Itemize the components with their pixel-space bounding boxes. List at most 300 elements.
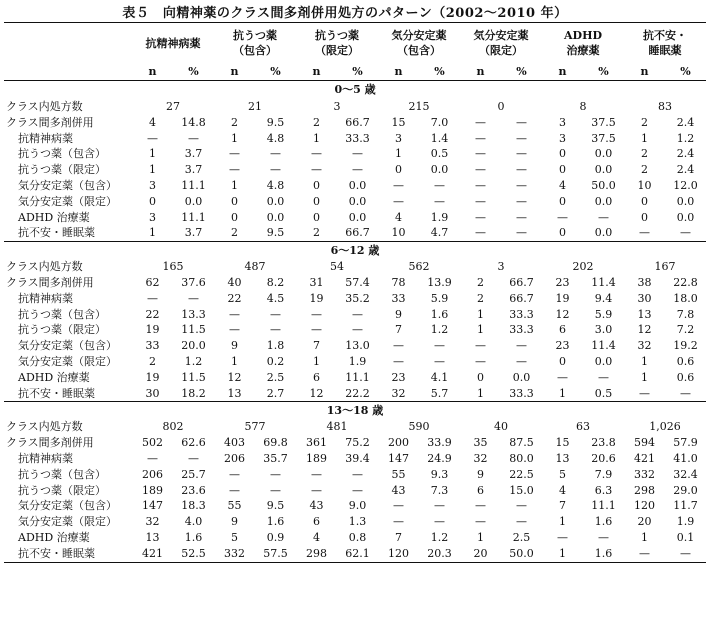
n-cell: — (475, 515, 486, 529)
n-cell: 1 (641, 530, 649, 544)
pct-cell: 3.0 (594, 323, 613, 337)
pct-cell: 11.1 (591, 499, 616, 513)
pct-cell: 0.0 (594, 194, 613, 208)
pct-cell: 0.0 (594, 354, 613, 368)
n-cell: 1 (313, 354, 320, 368)
pct-cell: 7.8 (676, 307, 695, 321)
n-cell: 2 (641, 115, 649, 129)
n-cell: — (460, 225, 501, 241)
pct-cell: — (516, 115, 527, 129)
pct-cell: 1.2 (430, 530, 449, 544)
n-cell: 361 (306, 436, 327, 450)
pct-cell: 39.4 (345, 451, 370, 465)
n-cell: 22 (145, 307, 160, 321)
n-cell: — (147, 291, 158, 305)
n-cell: 19 (145, 323, 160, 337)
pct-cell: 2.4 (676, 147, 695, 161)
class-total-value: 54 (330, 260, 344, 274)
n-cell: 32 (637, 339, 652, 353)
row-label-header-blank (4, 63, 132, 81)
group-header (542, 23, 624, 64)
n-cell: 421 (132, 546, 173, 562)
row-label: 抗精神病薬 (18, 291, 73, 305)
pct-cell: 35.2 (345, 291, 370, 305)
pct-cell: 2.7 (255, 386, 296, 402)
n-cell: — (475, 131, 486, 145)
pct-cell: — (501, 225, 542, 241)
class-total-row (4, 259, 706, 275)
pct-cell: 2.4 (676, 115, 695, 129)
pct-cell: — (598, 530, 609, 544)
pct-cell: 20.0 (181, 339, 206, 353)
group-header-line1: ADHD (564, 29, 603, 42)
pct-cell: 18.3 (181, 499, 206, 513)
pct-cell: 15.0 (509, 483, 534, 497)
n-cell: 0 (559, 194, 566, 208)
pct-cell: — (516, 210, 527, 224)
n-cell: 6 (313, 370, 320, 384)
n-cell: 13 (637, 307, 652, 321)
n-cell: 12 (227, 370, 242, 384)
pct-cell: 3.7 (184, 147, 203, 161)
pct-cell: 18.0 (673, 291, 698, 305)
group-header (378, 23, 460, 64)
class-total-value: 83 (658, 100, 673, 113)
pct-cell: 22.8 (673, 275, 698, 289)
n-cell: 3 (559, 131, 566, 145)
pct-cell: — (188, 451, 199, 465)
n-cell: 4 (559, 178, 566, 192)
pct-cell: 13.3 (181, 307, 206, 321)
n-cell: — (393, 499, 404, 513)
row-label: 抗不安・睡眠薬 (4, 546, 132, 562)
pct-cell: 50.0 (591, 178, 616, 192)
n-cell: — (311, 147, 322, 161)
n-cell: 1 (641, 354, 649, 368)
pct-cell: — (270, 163, 281, 177)
n-cell: — (557, 530, 568, 544)
pct-cell: 0.6 (676, 354, 695, 368)
n-cell: 2 (313, 115, 320, 129)
n-cell: 20 (637, 515, 652, 529)
n-cell: 23 (391, 370, 406, 384)
n-cell: 30 (132, 386, 173, 402)
n-cell: 332 (214, 546, 255, 562)
table-row (4, 435, 706, 451)
prescription-pattern-table (4, 22, 706, 563)
pct-cell: 9.5 (266, 115, 285, 129)
pct-cell: 0.0 (348, 210, 367, 224)
pct-cell: 0.0 (348, 194, 367, 208)
pct-header: % (419, 63, 460, 81)
n-cell: — (393, 515, 404, 529)
n-cell: — (393, 354, 404, 368)
class-total-value: 487 (244, 260, 266, 274)
n-cell: 12 (637, 323, 652, 337)
table-row (4, 530, 706, 546)
row-label: クラス間多剤併用 (6, 115, 94, 129)
n-cell: — (475, 210, 486, 224)
n-cell: 19 (145, 370, 160, 384)
class-total-value: 202 (572, 260, 594, 274)
n-cell: — (475, 115, 486, 129)
pct-cell: 41.0 (673, 451, 698, 465)
n-cell: 1 (641, 370, 649, 384)
pct-cell: 23.6 (181, 483, 206, 497)
n-cell: 0 (559, 163, 566, 177)
pct-cell: 0.2 (266, 354, 285, 368)
n-cell: — (229, 467, 240, 481)
pct-cell: 5.9 (594, 307, 613, 321)
class-total-value: 1,026 (649, 420, 681, 434)
pct-header: % (255, 63, 296, 81)
group-header-line1: 抗精神病薬 (145, 36, 201, 50)
pct-cell: 0.0 (583, 225, 624, 241)
pct-cell: 9.4 (594, 291, 613, 305)
pct-cell: 33.3 (509, 323, 534, 337)
pct-cell: — (352, 147, 363, 161)
n-cell: 0 (542, 225, 583, 241)
n-cell: 189 (306, 451, 327, 465)
n-cell: 2 (149, 354, 156, 368)
pct-cell: 1.9 (430, 210, 449, 224)
n-cell: 10 (637, 178, 652, 192)
pct-cell: 0.0 (512, 370, 531, 384)
n-cell: 1 (542, 386, 583, 402)
pct-cell: 9.0 (348, 499, 367, 513)
row-label: 抗うつ薬（限定） (18, 323, 106, 337)
pct-cell: 0.8 (348, 530, 367, 544)
pct-cell: 57.4 (345, 275, 370, 289)
table-title: 表５ 向精神薬のクラス間多剤併用処方のパターン（2002〜2010 年） (122, 6, 568, 21)
pct-cell: 66.7 (337, 225, 378, 241)
class-total-row (4, 99, 706, 115)
class-total-value: 481 (326, 420, 348, 434)
table-body (4, 81, 706, 563)
n-cell: 3 (395, 131, 402, 145)
n-cell: 421 (634, 451, 656, 465)
n-cell: — (229, 147, 240, 161)
pct-header: % (173, 63, 214, 81)
n-cell: — (557, 370, 568, 384)
pct-cell: 33.3 (509, 307, 534, 321)
pct-cell: 0.0 (266, 194, 285, 208)
pct-cell: 1.6 (430, 307, 449, 321)
table-row (4, 131, 706, 147)
table-row (4, 386, 706, 402)
n-cell: — (475, 499, 486, 513)
n-cell: — (475, 147, 486, 161)
table-row (4, 225, 706, 241)
pct-cell: 50.0 (501, 546, 542, 562)
age-section-heading-row (4, 242, 706, 260)
pct-cell: 7.3 (430, 483, 449, 497)
n-cell: 594 (634, 436, 656, 450)
pct-header: % (501, 63, 542, 81)
group-header (132, 23, 214, 64)
n-cell: 2 (231, 115, 238, 129)
pct-cell: 3.7 (173, 225, 214, 241)
group-header-line1: 抗うつ薬 (315, 29, 359, 42)
pct-cell: — (516, 515, 527, 529)
n-cell: 19 (555, 291, 570, 305)
table-row (4, 354, 706, 370)
n-cell: 7 (395, 530, 402, 544)
n-cell: 403 (224, 436, 245, 450)
pct-header: % (583, 63, 624, 81)
n-cell: 30 (637, 291, 652, 305)
pct-cell: 5.9 (430, 291, 449, 305)
class-total-value: 562 (408, 260, 430, 274)
n-cell: 1 (395, 147, 402, 161)
row-label: 気分安定薬（包含） (18, 178, 117, 192)
n-cell: — (311, 307, 322, 321)
n-cell: 0 (231, 194, 238, 208)
pct-cell: 0.0 (348, 178, 367, 192)
pct-cell: 2.5 (512, 530, 531, 544)
n-cell: — (475, 194, 486, 208)
n-cell: 5 (559, 467, 566, 481)
n-cell: 43 (391, 483, 406, 497)
pct-cell: 7.9 (594, 467, 613, 481)
pct-cell: 20.3 (419, 546, 460, 562)
n-cell: — (311, 163, 322, 177)
pct-cell: — (270, 467, 281, 481)
n-cell: 5 (231, 530, 238, 544)
group-header-line2: 睡眠薬 (648, 44, 682, 57)
pct-cell: — (598, 370, 609, 384)
pct-cell: 0.0 (184, 194, 203, 208)
pct-cell: 1.9 (348, 354, 367, 368)
n-cell: 1 (460, 386, 501, 402)
n-cell: 32 (473, 451, 488, 465)
n-header: n (378, 63, 419, 81)
n-cell: — (557, 210, 568, 224)
n-cell: 0 (395, 163, 402, 177)
n-cell: 502 (142, 436, 163, 450)
n-cell: 120 (634, 499, 656, 513)
class-total-value: 8 (579, 100, 587, 113)
row-label: クラス間多剤併用 (6, 275, 94, 289)
table-row (4, 194, 706, 210)
table-row (4, 275, 706, 291)
n-cell: 15 (391, 115, 406, 129)
n-cell: 20 (460, 546, 501, 562)
n-cell: 4 (395, 210, 402, 224)
n-cell: 0 (559, 354, 566, 368)
n-cell: 147 (388, 451, 409, 465)
pct-cell: 3.7 (184, 163, 203, 177)
n-cell: 4 (149, 115, 156, 129)
pct-cell: 23.8 (591, 436, 616, 450)
pct-header: % (665, 63, 706, 81)
table-row (4, 483, 706, 499)
n-cell: 0 (559, 147, 566, 161)
n-cell: 2 (477, 291, 484, 305)
pct-cell: 9.5 (255, 225, 296, 241)
pct-cell: 7.0 (430, 115, 449, 129)
pct-cell: 1.6 (266, 515, 285, 529)
n-cell: 1 (477, 323, 484, 337)
row-label: 抗精神病薬 (18, 451, 73, 465)
n-cell: 1 (231, 354, 238, 368)
n-cell: 10 (378, 225, 419, 241)
table-row (4, 514, 706, 530)
class-total-value: 215 (408, 100, 430, 113)
n-cell: 1 (313, 131, 320, 145)
n-cell: 7 (313, 339, 320, 353)
n-cell: 40 (227, 275, 242, 289)
pct-cell: 0.0 (266, 210, 285, 224)
pct-header: % (337, 63, 378, 81)
n-cell: — (475, 178, 486, 192)
pct-cell: 0.5 (430, 147, 449, 161)
group-header (296, 23, 378, 64)
group-header-line1: 気分安定薬 (391, 29, 447, 42)
n-cell: 7 (395, 323, 402, 337)
pct-cell: 37.5 (591, 115, 616, 129)
pct-cell: 20.6 (591, 451, 616, 465)
pct-cell: 4.1 (430, 370, 449, 384)
table-row (4, 498, 706, 514)
pct-cell: 66.7 (509, 275, 534, 289)
n-cell: 206 (224, 451, 245, 465)
pct-cell: 1.2 (676, 131, 695, 145)
n-cell: 0 (641, 210, 649, 224)
pct-cell: 0.1 (676, 530, 695, 544)
age-section-heading: 6〜12 歳 (330, 244, 380, 258)
n-cell: 0 (313, 194, 320, 208)
row-label: ADHD 治療薬 (18, 370, 90, 384)
class-total-value: 63 (576, 420, 590, 434)
class-total-label: クラス内処方数 (6, 420, 83, 434)
pct-cell: 66.7 (345, 115, 370, 129)
row-label: 抗うつ薬（限定） (18, 483, 106, 497)
age-section-heading: 13〜18 歳 (326, 404, 384, 418)
pct-cell: — (270, 147, 281, 161)
n-cell: 0 (231, 210, 238, 224)
row-label: 抗うつ薬（包含） (18, 147, 106, 161)
n-cell: 0 (313, 178, 320, 192)
n-cell: 6 (477, 483, 484, 497)
class-total-row (4, 419, 706, 435)
age-section-heading-row (4, 81, 706, 100)
group-header-line1: 抗うつ薬 (233, 29, 277, 42)
pct-cell: 62.1 (337, 546, 378, 562)
n-cell: 1 (231, 131, 238, 145)
pct-cell: 29.0 (673, 483, 698, 497)
n-cell: 32 (378, 386, 419, 402)
n-cell: 1 (641, 131, 649, 145)
pct-cell: — (352, 163, 363, 177)
pct-cell: 6.3 (594, 483, 613, 497)
pct-cell: — (516, 194, 527, 208)
table-row (4, 178, 706, 194)
n-cell: 13 (214, 386, 255, 402)
n-cell: 33 (145, 339, 160, 353)
row-label: ADHD 治療薬 (18, 530, 90, 544)
pct-cell: 11.4 (591, 339, 616, 353)
n-cell: 15 (555, 436, 570, 450)
pct-cell: 0.0 (594, 147, 613, 161)
n-cell: 1 (132, 225, 173, 241)
pct-cell: 8.2 (266, 275, 285, 289)
pct-cell: 0.0 (676, 210, 695, 224)
class-total-value: 3 (333, 100, 341, 113)
n-cell: 4 (559, 483, 566, 497)
table-row (4, 210, 706, 226)
pct-cell: 69.8 (263, 436, 288, 450)
pct-cell: 32.4 (673, 467, 698, 481)
n-cell: — (393, 178, 404, 192)
table-row (4, 146, 706, 162)
row-label: 抗うつ薬（包含） (18, 307, 106, 321)
n-header: n (542, 63, 583, 81)
class-total-value: 21 (248, 100, 262, 113)
pct-cell: 1.2 (184, 354, 203, 368)
n-cell: 19 (309, 291, 324, 305)
pct-cell: — (665, 386, 706, 402)
pct-cell: — (270, 307, 281, 321)
table-header (4, 23, 706, 81)
class-total-value: 577 (244, 420, 266, 434)
pct-cell: — (665, 225, 706, 241)
pct-cell: 18.2 (173, 386, 214, 402)
n-cell: — (147, 131, 158, 145)
n-cell: — (393, 194, 404, 208)
pct-cell: 2.5 (266, 370, 285, 384)
pct-cell: — (352, 307, 363, 321)
n-cell: 147 (142, 499, 163, 513)
n-cell: 0 (641, 194, 649, 208)
n-cell: 22 (227, 291, 242, 305)
n-cell: 35 (473, 436, 488, 450)
pct-cell: 12.0 (673, 178, 698, 192)
n-cell: — (475, 163, 486, 177)
pct-cell: 11.4 (591, 275, 616, 289)
n-cell: 200 (388, 436, 409, 450)
n-cell: — (229, 163, 240, 177)
class-total-value: 40 (494, 420, 508, 434)
n-cell: 6 (313, 515, 320, 529)
pct-cell: 4.7 (419, 225, 460, 241)
row-label: クラス間多剤併用 (6, 436, 94, 450)
n-cell: — (624, 546, 665, 562)
n-cell: 7 (559, 499, 566, 513)
n-cell: 2 (214, 225, 255, 241)
n-header: n (296, 63, 337, 81)
n-cell: 2 (641, 163, 649, 177)
row-label: 抗不安・睡眠薬 (4, 386, 132, 402)
row-label: 抗精神病薬 (18, 131, 73, 145)
group-header-line2: （包含） (397, 44, 441, 57)
n-cell: 33 (391, 291, 406, 305)
pct-cell: 66.7 (509, 291, 534, 305)
n-cell: 78 (391, 275, 406, 289)
pct-cell: 52.5 (173, 546, 214, 562)
pct-cell: 80.0 (509, 451, 534, 465)
n-cell: 6 (559, 323, 566, 337)
row-label: 気分安定薬（包含） (18, 499, 117, 513)
pct-cell: — (516, 339, 527, 353)
n-cell: — (147, 451, 158, 465)
table-row (4, 451, 706, 467)
n-cell: 1 (149, 163, 156, 177)
pct-cell: 1.3 (348, 515, 367, 529)
table-row (4, 322, 706, 338)
pct-cell: — (188, 291, 199, 305)
n-header: n (624, 63, 665, 81)
